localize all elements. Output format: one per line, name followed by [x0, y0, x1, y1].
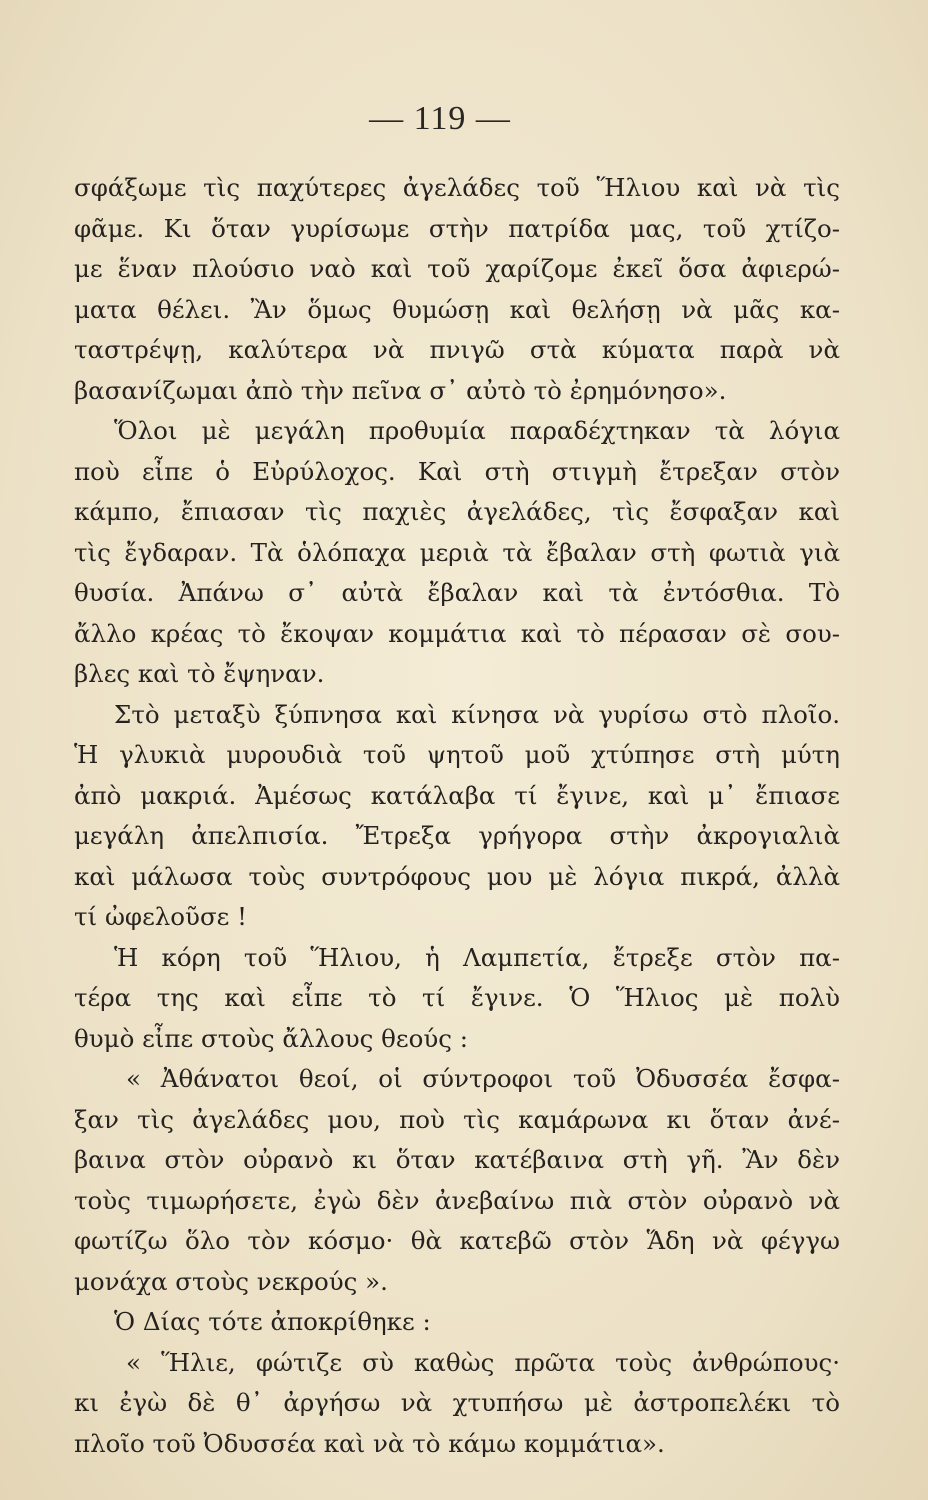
text-line: ποὺ εἶπε ὁ Εὐρύλοχος. Καὶ στὴ στιγμὴ ἔτρεξαν στὸν [74, 456, 840, 486]
text-line: τέρα της καὶ εἶπε τὸ τί ἔγινε. Ὁ Ἥλιος μὲ πολὺ [74, 983, 840, 1012]
text-line: ἀπὸ μακριά. Ἀμέσως κατάλαβα τί ἔγινε, καὶ μ᾿ ἔπιασε [74, 780, 840, 810]
text-line: Ἡ κόρη τοῦ Ἥλιου, ἡ Λαμπετία, ἔτρεξε στὸν πα- [114, 942, 840, 972]
text-line: καὶ μάλωσα τοὺς συντρόφους μου μὲ λόγια πικρά, ἀλλὰ [74, 861, 840, 891]
text-line: βασανίζωμαι ἀπὸ τὴν πεῖνα σ᾿ αὐτὸ τὸ ἐρημόνησο». [74, 375, 727, 405]
body-text [74, 168, 840, 1464]
text-line: βλες καὶ τὸ ἔψηναν. [74, 659, 325, 688]
text-line: μεγάλη ἀπελπισία. Ἔτρεξα γρήγορα στὴν ἀκρογιαλιὰ [74, 821, 840, 850]
text-line: φᾶμε. Κι ὅταν γυρίσωμε στὴν πατρίδα μας, τοῦ χτίζο- [74, 213, 840, 243]
text-line: θυμὸ εἶπε στοὺς ἄλλους θεούς : [74, 1023, 469, 1053]
text-line: Ὅλοι μὲ μεγάλη προθυμία παραδέχτηκαν τὰ λόγια [114, 416, 840, 445]
text-line: τί ὠφελοῦσε ! [74, 902, 247, 931]
text-line: φωτίζω ὅλο τὸν κόσμο· θὰ κατεβῶ στὸν Ἅδη νὰ φέγγω [74, 1226, 840, 1255]
text-line: σφάξωμε τὶς παχύτερες ἀγελάδες τοῦ Ἥλιου καὶ νὰ τὶς [74, 173, 840, 202]
text-line: τὶς ἔγδαραν. Τὰ ὁλόπαχα μεριὰ τὰ ἔβαλαν στὴ φωτιὰ γιὰ [74, 537, 840, 567]
text-line: με ἕναν πλούσιο ναὸ καὶ τοῦ χαρίζομε ἐκεῖ ὅσα ἀφιερώ- [74, 254, 840, 283]
text-line: μονάχα στοὺς νεκρούς ». [74, 1266, 388, 1296]
page-number: — 119 — [369, 100, 511, 137]
text-line: βαινα στὸν οὐρανὸ κι ὅταν κατέβαινα στὴ γῆ. Ἂν δὲν [74, 1145, 840, 1174]
text-line: θυσία. Ἀπάνω σ᾿ αὐτὰ ἔβαλαν καὶ τὰ ἐντόσθια. Τὸ [74, 578, 840, 607]
text-line: ματα θέλει. Ἂν ὅμως θυμώσῃ καὶ θελήσῃ νὰ μᾶς κα- [74, 294, 840, 324]
text-line: ξαν τὶς ἀγελάδες μου, ποὺ τὶς καμάρωνα κι ὅταν ἀνέ- [74, 1104, 840, 1134]
text-line: κι ἐγὼ δὲ θ᾿ ἀργήσω νὰ χτυπήσω μὲ ἀστροπελέκι τὸ [74, 1388, 840, 1417]
text-line: ταστρέψῃ, καλύτερα νὰ πνιγῶ στὰ κύματα παρὰ νὰ [74, 335, 840, 364]
text-line: πλοῖο τοῦ Ὀδυσσέα καὶ νὰ τὸ κάμω κομμάτια». [74, 1428, 665, 1458]
text-line: Στὸ μεταξὺ ξύπνησα καὶ κίνησα νὰ γυρίσω στὸ πλοῖο. [114, 699, 840, 729]
text-line: ἄλλο κρέας τὸ ἔκοψαν κομμάτια καὶ τὸ πέρασαν σὲ σου- [74, 618, 840, 648]
text-line: κάμπο, ἔπιασαν τὶς παχιὲς ἀγελάδες, τὶς ἔσφαξαν καὶ [74, 497, 840, 526]
text-line: « Ἀθάνατοι θεοί, οἱ σύντροφοι τοῦ Ὀδυσσέα ἔσφα- [126, 1064, 840, 1093]
text-line: « Ἥλιε, φώτιζε σὺ καθὼς πρῶτα τοὺς ἀνθρώπους· [126, 1347, 840, 1377]
text-line: τοὺς τιμωρήσετε, ἐγὼ δὲν ἀνεβαίνω πιὰ στὸν οὐρανὸ νὰ [74, 1185, 840, 1215]
text-line: Ἡ γλυκιὰ μυρουδιὰ τοῦ ψητοῦ μοῦ χτύπησε στὴ μύτη [74, 740, 840, 769]
text-line: Ὁ Δίας τότε ἀποκρίθηκε : [114, 1307, 431, 1336]
